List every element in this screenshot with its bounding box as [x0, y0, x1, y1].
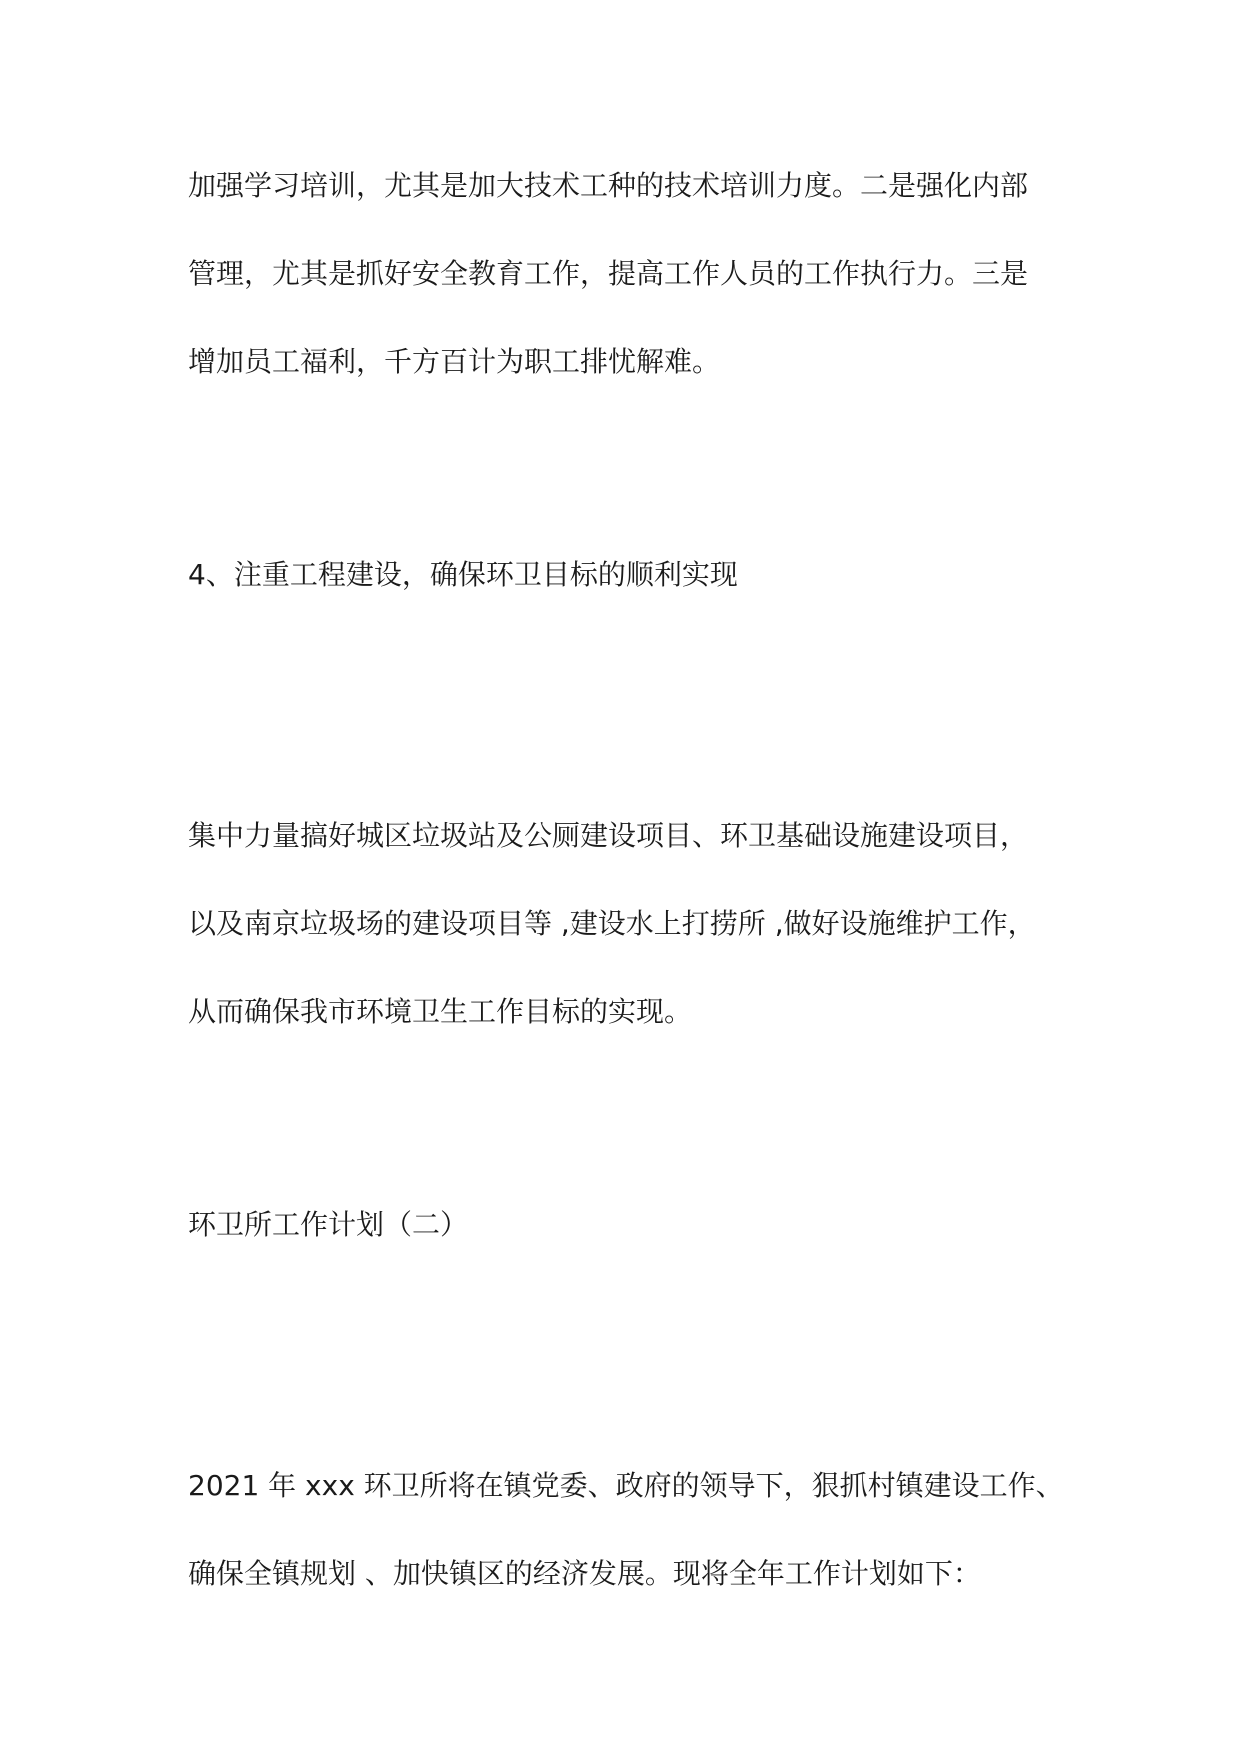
- text-line: 管理，尤其是抓好安全教育工作，提高工作人员的工作执行力。三是: [188, 257, 1029, 290]
- text-line: 从而确保我市环境卫生工作目标的实现。: [188, 995, 693, 1028]
- text-line: 加强学习培训，尤其是加大技术工种的技术培训力度。二是强化内部: [188, 169, 1029, 202]
- section-heading-engineering: [188, 558, 1088, 591]
- heading-text: 4、注重工程建设，确保环卫目标的顺利实现: [188, 558, 738, 591]
- heading-text: 环卫所工作计划（二）: [188, 1208, 469, 1241]
- text-line: 2021 年 xxx 环卫所将在镇党委、政府的领导下，狠抓村镇建设工作、: [188, 1469, 1064, 1502]
- document-title-work-plan-two: [188, 1208, 1088, 1241]
- text-line: 以及南京垃圾场的建设项目等 ,建设水上打捞所 ,做好设施维护工作，: [188, 907, 1036, 940]
- paragraph-construction-projects: [188, 819, 1088, 1028]
- text-line: 确保全镇规划 、加快镇区的经济发展。现将全年工作计划如下：: [188, 1557, 981, 1590]
- paragraph-annual-plan-intro: [188, 1469, 1088, 1590]
- text-line: 集中力量搞好城区垃圾站及公厕建设项目、环卫基础设施建设项目，: [188, 819, 1029, 852]
- paragraph-staff-training: [188, 169, 1088, 378]
- text-line: 增加员工福利，千方百计为职工排忧解难。: [188, 345, 721, 378]
